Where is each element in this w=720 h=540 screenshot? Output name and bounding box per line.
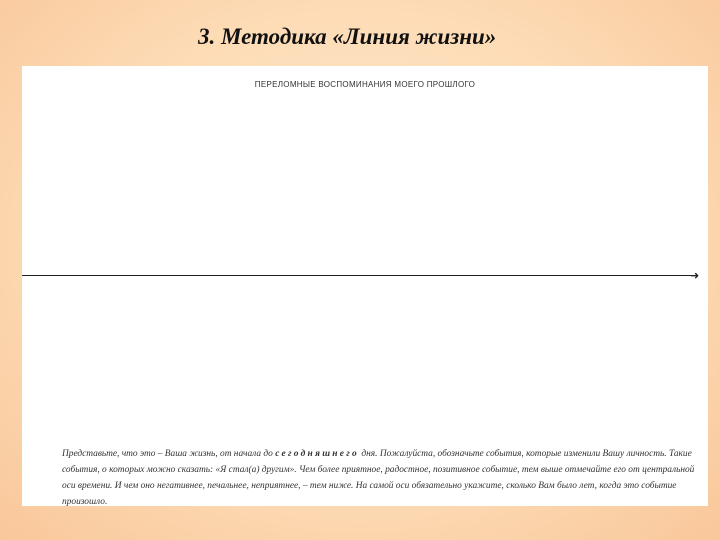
- worksheet: [22, 66, 708, 506]
- arrow-right-icon: ➜: [690, 269, 700, 282]
- instructions-part-2: дня. Пожалуйста, обозначьте события, которые изменили Вашу личность. Такие события, о которых можно сказать: «Я стал(а) другим». Чем более приятное, радостное, позитивное событие, тем выше отмечайте его от центральной оси времени. И чем оно негативнее, печальнее, неприятнее, – тем ниже. На самой оси обязательно укажите, сколько Вам было лет, когда это событие произошло.: [62, 449, 695, 507]
- worksheet-heading: ПЕРЕЛОМНЫЕ ВОСПОМИНАНИЯ МОЕГО ПРОШЛОГО: [254, 80, 476, 89]
- instructions-part-1: Представьте, что это – Ваша жизнь, от начала до: [62, 449, 276, 459]
- instructions-text: [62, 446, 706, 510]
- life-timeline-axis: [22, 275, 698, 276]
- slide-title: 3. Методика «Линия жизни»: [198, 24, 497, 49]
- instructions-emphasis: сегодняшнего: [275, 449, 360, 459]
